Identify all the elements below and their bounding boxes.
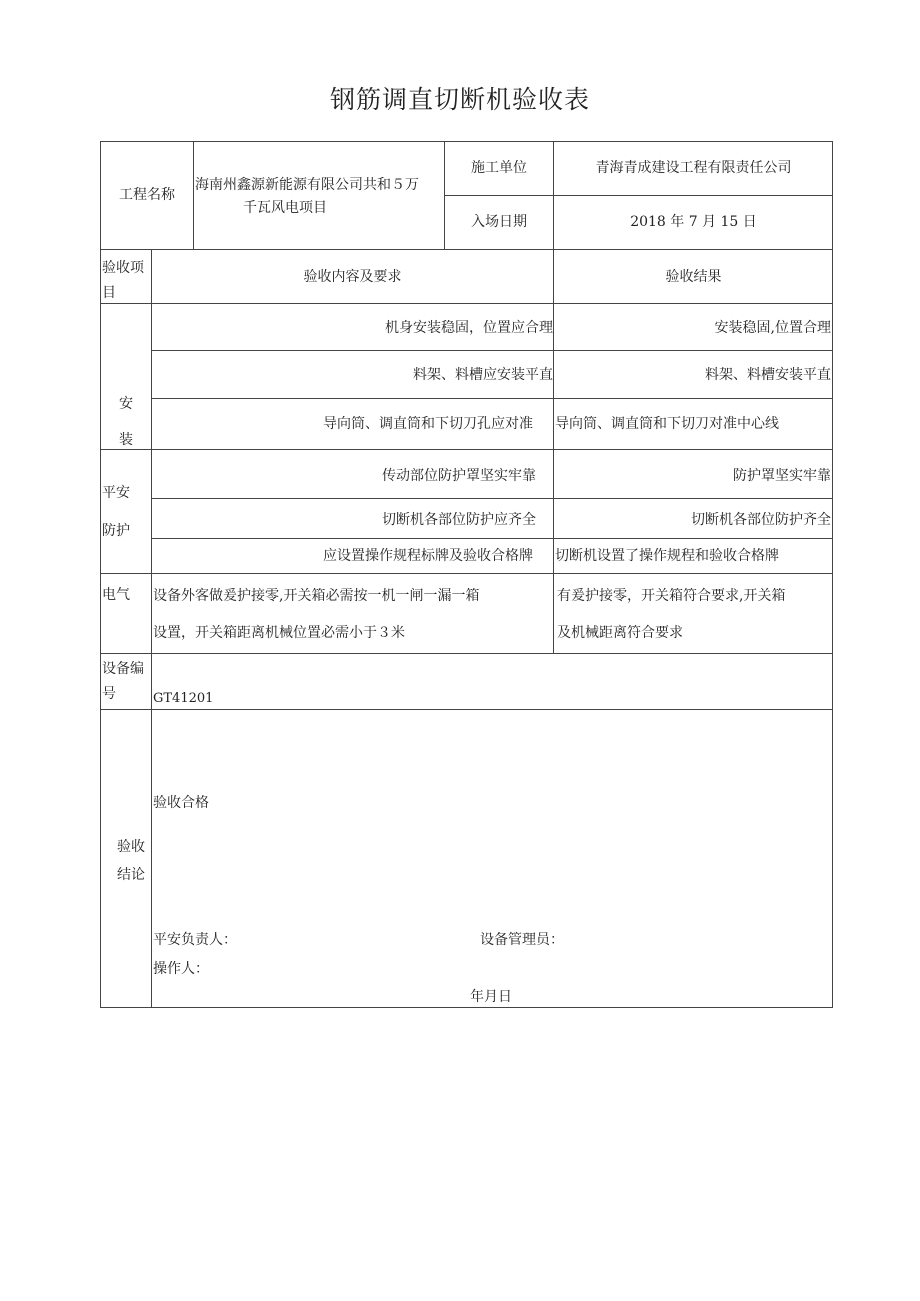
entry-date-value: 2018 年 7 月 15 日 [630,214,757,230]
operator-signature: 操作人： [153,961,209,977]
divider [553,249,554,653]
divider [151,350,833,351]
divider [193,141,194,249]
electric-req-line2: 设置，开关箱距离机械位置必需小于３米 [153,625,405,641]
result-header: 验收结果 [665,269,722,285]
equipment-label-line1: 设备编 [102,661,144,677]
equipment-label-line2: 号 [102,686,116,702]
divider [444,195,833,196]
safety-req-1: 传动部位防护罩坚实牢靠 [382,468,536,484]
install-req-3: 导向筒、调直筒和下切刀孔应对准 [323,416,533,432]
item-header-line2: 目 [102,285,116,301]
content-header: 验收内容及要求 [303,269,402,285]
install-req-2: 料架、料槽应安装平直 [413,367,553,383]
divider [100,573,833,574]
item-header-line1: 验收项 [102,260,144,276]
install-result-1: 安装稳固,位置合理 [714,320,831,336]
conclusion-label-line2: 结论 [117,867,145,883]
install-label-line2: 装 [119,432,133,448]
project-name-label: 工程名称 [119,187,175,203]
divider [151,249,152,1008]
safety-result-1: 防护罩坚实牢靠 [733,468,831,484]
divider [151,498,833,499]
conclusion-text: 验收合格 [153,795,209,811]
divider [100,653,833,654]
project-name-line1: 海南州鑫源新能源有限公司共和５万 [195,177,419,193]
construction-unit-label: 施工单位 [471,160,527,176]
conclusion-label-line1: 验收 [117,839,145,855]
install-result-3: 导向筒、调直筒和下切刀对准中心线 [555,416,779,432]
construction-unit-value: 青海青成建设工程有限责任公司 [595,160,792,176]
entry-date-label: 入场日期 [471,214,527,230]
divider [100,709,833,710]
install-label-line1: 安 [119,396,133,412]
safety-req-3: 应设置操作规程标牌及验收合格牌 [323,548,533,564]
safety-result-2: 切断机各部位防护齐全 [691,512,831,528]
divider [100,449,833,450]
safety-req-2: 切断机各部位防护应齐全 [382,512,536,528]
equipment-number: GT41201 [153,691,214,706]
equipment-manager-signature: 设备管理员： [480,932,564,948]
divider [151,398,833,399]
safety-result-3: 切断机设置了操作规程和验收合格牌 [555,548,779,564]
electric-req-line1: 设备外客做爰护接零,开关箱必需按一机一闸一漏一箱 [153,588,480,604]
page-title: 钢筋调直切断机验收表 [329,85,590,114]
electric-result-line1: 有爰护接零，开关箱符合要求,开关箱 [557,588,786,604]
safety-label-line2: 防护 [102,523,130,539]
divider [100,303,833,304]
safety-label-line1: 平安 [102,485,130,501]
electric-result-line2: 及机械距离符合要求 [557,625,683,641]
conclusion-date: 年月日 [470,989,512,1005]
install-result-2: 料架、料槽安装平直 [705,367,831,383]
install-req-1: 机身安装稳固，位置应合理 [385,320,553,336]
divider [151,538,833,539]
project-name-line2: 千瓦风电项目 [243,200,327,216]
divider [100,249,833,250]
safety-officer-signature: 平安负责人： [153,932,237,948]
electric-label: 电气 [102,587,130,603]
